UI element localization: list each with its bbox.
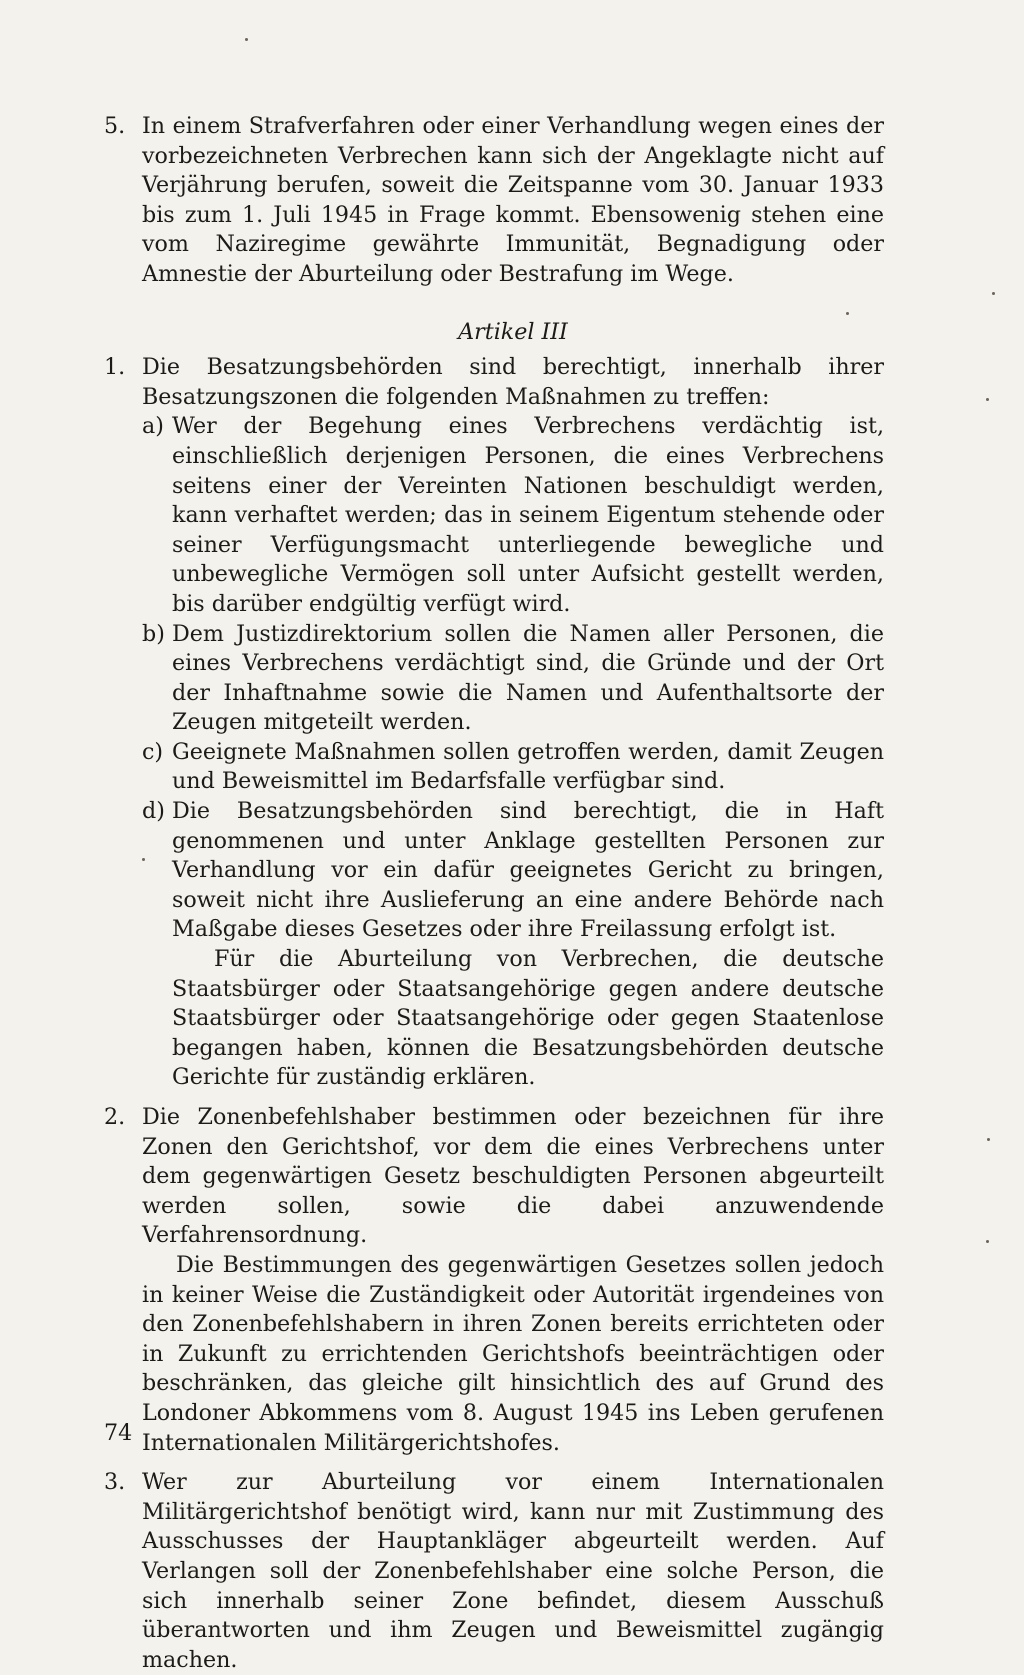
item-2 bbox=[104, 1103, 884, 1458]
sub-a-letter: a) bbox=[142, 413, 164, 440]
sub-d-letter: d) bbox=[142, 798, 165, 825]
sub-b-letter: b) bbox=[142, 620, 165, 647]
speck-mark bbox=[986, 398, 989, 401]
item-3-number: 3. bbox=[104, 1469, 126, 1496]
item-1 bbox=[104, 353, 884, 412]
sub-d-text: Die Besatzungsbehörden sind berechtigt, die in Haft genommenen und unter Anklage gestellten Personen zur Verhandlung vor ein dafür geeignetes Gericht zu bringen, soweit nicht ihre Auslieferung an eine andere Behörde nach Maßgabe dieses Gesetzes oder ihre Freilassung erfolgt ist. bbox=[172, 798, 884, 943]
item-1-sub-b bbox=[104, 620, 884, 738]
item-2-para-2: Die Bestimmungen des gegenwärtigen Gesetzes sollen jedoch in keiner Weise die Zuständigkeit oder Autorität irgendeines von den Zonenbefehlshabern in ihren Zonen bereits errichteten oder in Zukunft zu errichtenden Gerichtshofs beeinträchtigen oder beschränken, das gleiche gilt hinsichtlich des auf Grund des Londoner Abkommens vom 8. August 1945 ins Leben gerufenen Internationalen Militärgerichtshofes. bbox=[142, 1251, 884, 1456]
item-3 bbox=[104, 1468, 884, 1675]
speck-mark bbox=[986, 1240, 989, 1243]
item-1-sub-d bbox=[104, 797, 884, 945]
speck-mark bbox=[142, 858, 145, 861]
section-5-number: 5. bbox=[104, 113, 126, 139]
item-1-closing: Für die Aburteilung von Verbrechen, die deutsche Staatsbürger oder Staatsangehörige gegen andere deutsche Staatsbürger oder Staatsangehörige oder gegen Staatenlose begangen haben, können die Besatzungsbehörden deutsche Gerichte für zuständig erklären. bbox=[172, 946, 884, 1091]
item-2-text: Die Zonenbefehlshaber bestimmen oder bezeichnen für ihre Zonen den Gerichtshof, vor dem die eines Verbrechens unter dem gegenwärtigen Gesetz beschuldigten Personen abgeurteilt werden sollen, sowie die dabei anzuwendende Verfahrensordnung. bbox=[142, 1104, 884, 1249]
section-5-text: In einem Strafverfahren oder einer Verhandlung wegen eines der vorbezeichneten Verbrechen kann sich der Angeklagte nicht auf Verjährung berufen, soweit die Zeitspanne vom 30. Januar 1933 bis zum 1. Juli 1945 in Frage kommt. Ebensowenig stehen eine vom Naziregime gewährte Immunität, Begnadigung oder Amnestie der Aburteilung oder Bestrafung im Wege. bbox=[142, 113, 884, 287]
item-1-number: 1. bbox=[104, 354, 126, 381]
item-1-sub-c bbox=[104, 738, 884, 797]
sub-c-text: Geeignete Maßnahmen sollen getroffen werden, damit Zeugen und Beweismittel im Bedarfsfalle verfügbar sind. bbox=[172, 738, 884, 795]
sub-a-text: Wer der Begehung eines Verbrechens verdächtig ist, einschließlich derjenigen Personen, die eines Verbrechens seitens einer der Vereinten Nationen beschuldigt werden, kann verhaftet werden; das in seinem Eigentum stehende oder seiner Verfügungsmacht unterliegende bewegliche und unbewegliche Vermögen soll unter Aufsicht gestellt werden, bis darüber endgültig verfügt wird. bbox=[172, 413, 884, 617]
item-1-sub-a bbox=[104, 412, 884, 619]
speck-mark bbox=[992, 292, 995, 295]
item-1-intro: Die Besatzungsbehörden sind berechtigt, innerhalb ihrer Besatzungszonen die folgenden Maßnahmen zu treffen: bbox=[142, 354, 884, 410]
sub-b-text: Dem Justizdirektorium sollen die Namen aller Personen, die eines Verbrechens verdächtigt sind, die Gründe und der Ort der Inhaftnahme sowie die Namen und Aufenthaltsorte der Zeugen mitgeteilt werden. bbox=[172, 620, 884, 736]
item-2-number: 2. bbox=[104, 1104, 126, 1130]
speck-mark bbox=[245, 38, 248, 41]
article-heading: Artikel III bbox=[458, 318, 568, 345]
page-number: 74 bbox=[104, 1420, 133, 1446]
speck-mark bbox=[846, 312, 849, 315]
section-5 bbox=[104, 112, 884, 290]
speck-mark bbox=[987, 1138, 990, 1141]
sub-c-letter: c) bbox=[142, 738, 164, 765]
item-3-text: Wer zur Aburteilung vor einem Internationalen Militärgerichtshof benötigt wird, kann nur mit Zustimmung des Ausschusses der Hauptankläger abgeurteilt werden. Auf Verlangen soll der Zonenbefehlshaber eine solche Person, die sich innerhalb seiner Zone befindet, diesem Ausschuß überantworten und ihm Zeugen und Beweismittel zugängig machen. bbox=[142, 1469, 884, 1673]
page-body bbox=[104, 112, 884, 1675]
